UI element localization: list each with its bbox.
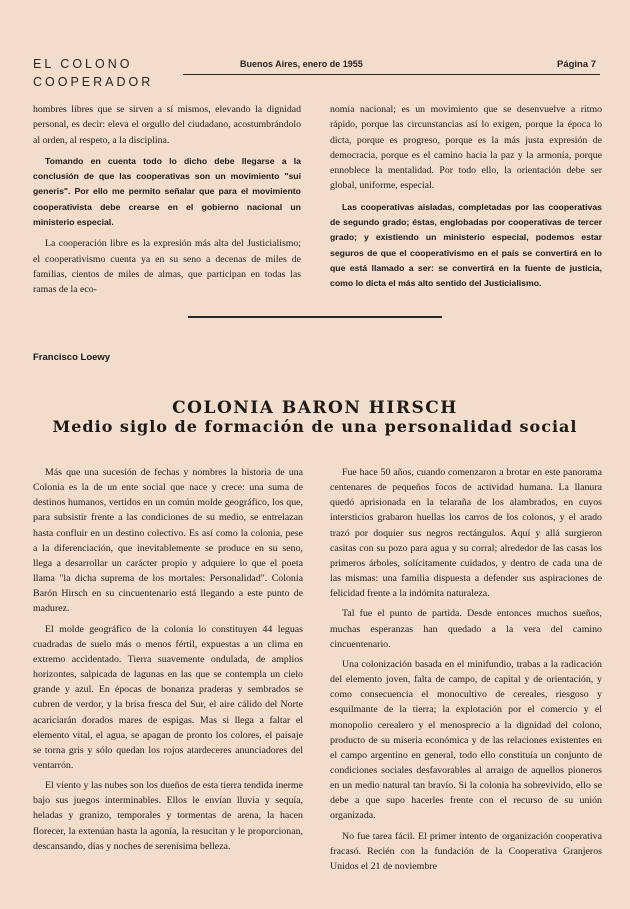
page-number: Página 7 bbox=[557, 59, 597, 70]
header-rule bbox=[183, 74, 600, 75]
paragraph: Las cooperativas aisladas, completadas por las cooperativas de segundo grado; éstas, englobadas por cooperativas de tercer grado; y existiendo un ministerio especial, podemos estar seguros de que el cooperativismo en el país se convertirá en lo que está llamado a ser: se convertirá en la fuente de justicia, como lo dicta el más alto sentido del Justicialismo. bbox=[330, 201, 602, 289]
masthead-line-2: COOPERADOR bbox=[33, 75, 154, 89]
top-article-left-column bbox=[33, 102, 301, 304]
top-article-right-column bbox=[330, 102, 602, 298]
section-separator bbox=[188, 316, 442, 318]
paragraph: hombres libres que se sirven a sí mismos, elevando la dignidad personal, es decir: eleva el orgullo del ciudadano, acostumbrándolo al orden, al respeto, a la disciplina. bbox=[33, 104, 301, 146]
article-subtitle: Medio siglo de formación de una personalidad social bbox=[52, 417, 578, 436]
masthead-line-1: EL COLONO bbox=[33, 57, 133, 71]
issue-date: Buenos Aires, enero de 1955 bbox=[240, 59, 363, 69]
paragraph: La cooperación libre es la expresión más alta del Justicialismo; el cooperativismo cuenta ya en su seno a decenas de miles de familias, cientos de miles de almas, que participan en todas las ramas de la eco- bbox=[33, 238, 301, 296]
article-title: COLONIA BARON HIRSCH bbox=[172, 398, 458, 418]
paragraph: Más que una sucesión de fechas y nombres la historia de una Colonia es la de un ente social que nace y crece: una suma de destinos humanos, vertidos en un común molde geográfico, los que, para subsistir frente a las condiciones de su medio, se entrelazan hasta confluir en un destino colectivo. Es así como la colonia, pese a la diferenciación, que inevitablemente se produce en su seno, llega a desarrollar un carácter propio y adquiere lo que el poeta llama "la dicha suprema de los mortales: Personalidad". Colonia Barón Hirsch en su cincuentenario está llegando a este punto de madurez. bbox=[33, 467, 303, 615]
paragraph: nomía nacional; es un movimiento que se desenvuelve a ritmo rápido, porque las circunstancias así lo exigen, porque la época lo dicta, porque es progreso, porque es la más justa expresión de democracia, porque es el camino hacia la paz y la armonía, porque ennoblece la mentalidad. Por todo ello, la orientación debe ser global, uniforme, especial. bbox=[330, 104, 602, 192]
paragraph: Una colonización basada en el minifundio, trabas a la radicación del elemento joven, falta de campo, de capital y de orientación, y como consecuencia el monocultivo de cereales, riesgoso y esquilmante de la tierra; la explotación por el comercio y el monopolio cerealero y el menosprecio a la dignidad del colono, producto de su miseria económica y de las relaciones existentes en el campo argentino en general, todo ello constituía un conjunto de condiciones sociales desfavorables al arraigo de aquellos pioneros en un medio natural tan bravío. Si la colonia ha sobrevivido, ello se debe a que supo hacerles frente con el recurso de su unión organizada. bbox=[330, 658, 602, 822]
paragraph: Tal fue el punto de partida. Desde entonces muchos sueños, muchas esperanzas han quedado a la vera del camino cincuentenario. bbox=[330, 608, 602, 650]
paragraph: El molde geográfico de la colonia lo constituyen 44 leguas cuadradas de suelo más o menos fértil, expuestas a un clima en extremo accidentado. Tierra suavemente ondulada, de amplios horizontes, salpicada de lagunas en las que se contempla un cielo grande y azul. En épocas de bonanza praderas y sembrados se cubren de verdor, y la brisa fresca del Sur, el aire cálido del Norte acariciarán dorados mares de espigas. Mas si llega a faltar el elemento vital, el agua, se apagan de pronto los colores, el paisaje se torna gris y sólo quedan los rojos atardeceres anunciadores del ventarrón. bbox=[33, 623, 303, 771]
article-byline: Francisco Loewy bbox=[33, 352, 111, 363]
masthead bbox=[33, 55, 153, 91]
paragraph: Tomando en cuenta todo lo dicho debe llegarse a la conclusión de que las cooperativas son un movimiento "sui generis". Por ello me permito señalar que para el movimiento cooperativista debe crearse en el gobierno nacional un ministerio especial. bbox=[33, 155, 301, 228]
article-right-column bbox=[330, 465, 602, 879]
paragraph: Fue hace 50 años, cuando comenzaron a brotar en este panorama centenares de pequeños focos de actividad humana. La llanura quedó aprisionada en la telaraña de los alambrados, en cuyos intersticios grabaron huellas los carros de los colonos, y el arado trazó por doquier sus negros rectángulos. Aquí y allá surgieron casitas con su pozo para agua y su corral; alrededor de las casas los primeros árboles, solícitamente cuidados, y dentro de cada una de las mismas: una familia dispuesta a defender sus aspiraciones de felicidad frente a la indómita naturaleza. bbox=[330, 467, 602, 600]
article-left-column bbox=[33, 465, 303, 859]
paragraph: No fue tarea fácil. El primer intento de organización cooperativa fracasó. Recién con la fundación de la Cooperativa Granjeros Unidos el 21 de noviembre bbox=[330, 830, 602, 872]
paragraph: El viento y las nubes son los dueños de esta tierra tendida inerme bajo sus juegos interminables. Ellos le envían lluvia y sequía, heladas y granizo, temporales y tormentas de arena, la hacen florecer, la extenúan hasta la agonía, la resucitan y le proporcionan, descansando, días y noches de serenísima belleza. bbox=[33, 780, 303, 852]
